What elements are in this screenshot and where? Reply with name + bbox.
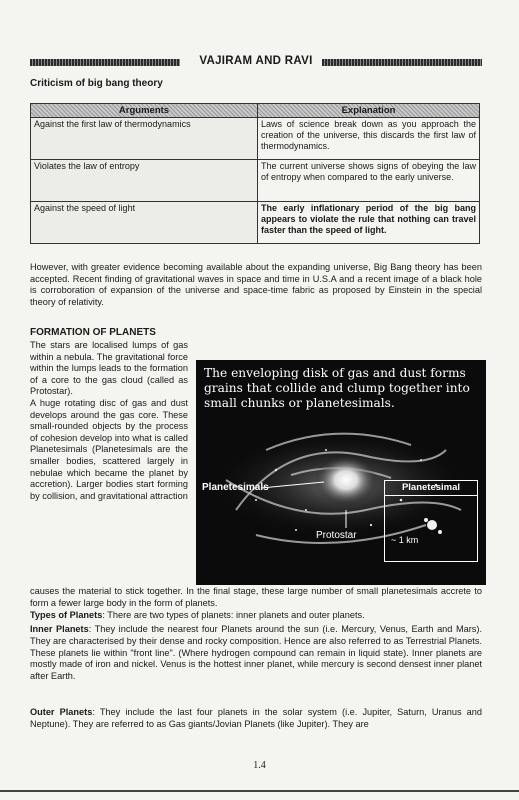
scale-label: ~ 1 km	[391, 535, 419, 545]
inset-title: Planetesimal	[385, 481, 477, 496]
header-band-right	[322, 59, 482, 66]
paragraph-stars: The stars are localised lumps of gas within a nebula. The gravitational force within the lumps leads to the formation of a core to the gas cloud (called as Protostar).	[30, 340, 188, 397]
paragraph-disc: A huge rotating disc of gas and dust develops around the gas core. These small-rounded objects by the process of cohesion develop into what is called Planetesimals (Planetesimals are the smaller bodies, scattered largely in nebulae which became the planet by accretion). Larger bodies start forming by collision, and gravitational attraction	[30, 397, 188, 501]
column-header-explanation: Explanation	[258, 104, 480, 118]
table-cell-argument: Against the first law of thermodynamics	[31, 118, 258, 160]
section-title-formation: FORMATION OF PLANETS	[30, 327, 156, 338]
table-cell-argument: Violates the law of entropy	[31, 160, 258, 202]
table-cell-explanation: Laws of science break down as you approach the creation of the universe, this discards the first law of thermodynamics.	[258, 118, 480, 160]
label-outer-planets: Outer Planets	[30, 707, 93, 717]
text-inner-planets: : They include the nearest four Planets around the sun (i.e. Mercury, Venus, Earth and Mars). They are characterised by their dense and rocky composition. Hence are also referred to as Terrestrial Planets. These planets lie within "front line". (Where hydrogen compound can remain in liquid state). Inner planets are mostly made of iron and nickel. Venus is the hottest inner planet, while mercury is second densest inner planet after Earth.	[30, 624, 483, 682]
table-cell-explanation: The current universe shows signs of obeying the law of entropy when compared to the early universe.	[258, 160, 480, 202]
page-bottom-rule	[0, 790, 519, 792]
page-header	[30, 55, 482, 69]
table-row	[31, 118, 480, 160]
header-title: VAJIRAM AND RAVI	[199, 55, 313, 67]
section-title-criticism: Criticism of big bang theory	[30, 78, 163, 89]
paragraph-continuation: causes the material to stick together. In the final stage, these large number of small planetesimals accrete to form a fewer large body in the form of planets.	[30, 586, 482, 608]
planetesimal-figure	[196, 360, 486, 585]
criticism-table	[30, 103, 480, 244]
figure-caption: The enveloping disk of gas and dust forms grains that collide and clump together into small chunks or planetesimals.	[204, 366, 470, 410]
paragraph-inner-planets	[30, 624, 482, 683]
label-protostar: Protostar	[316, 530, 357, 541]
paragraph-outer-planets	[30, 707, 482, 731]
text-types-of-planets: : There are two types of planets: inner planets and outer planets.	[102, 610, 365, 620]
page-number: 1.4	[253, 760, 266, 771]
left-column-text	[30, 340, 188, 502]
table-header-row	[31, 104, 480, 118]
paragraph-types	[30, 610, 482, 622]
text-outer-planets: : They include the last four planets in the solar system (i.e. Jupiter, Saturn, Uranus and Neptune). They are referred to as Gas giants/Jovian Planets (like Jupiter). They are	[30, 707, 482, 729]
label-planetesimals: Planetesimals	[202, 482, 269, 493]
column-header-arguments: Arguments	[31, 104, 258, 118]
table-row	[31, 160, 480, 202]
label-types-of-planets: Types of Planets	[30, 610, 103, 620]
table-cell-explanation: The early inflationary period of the big bang appears to violate the rule that nothing can travel faster than the speed of light.	[258, 202, 480, 244]
planetesimal-inset	[384, 480, 478, 562]
label-inner-planets: Inner Planets	[30, 624, 89, 634]
table-cell-argument: Against the speed of light	[31, 202, 258, 244]
table-row	[31, 202, 480, 244]
paragraph-big-bang-acceptance: However, with greater evidence becoming available about the expanding universe, Big Bang theory has been accepted. Recent finding of gravitational waves in space and time in U.S.A and a recent image of a black hole is corroboration of expansion of the universe and space-time fabric as proposed by Einstein in the special theory of relativity.	[30, 262, 482, 307]
